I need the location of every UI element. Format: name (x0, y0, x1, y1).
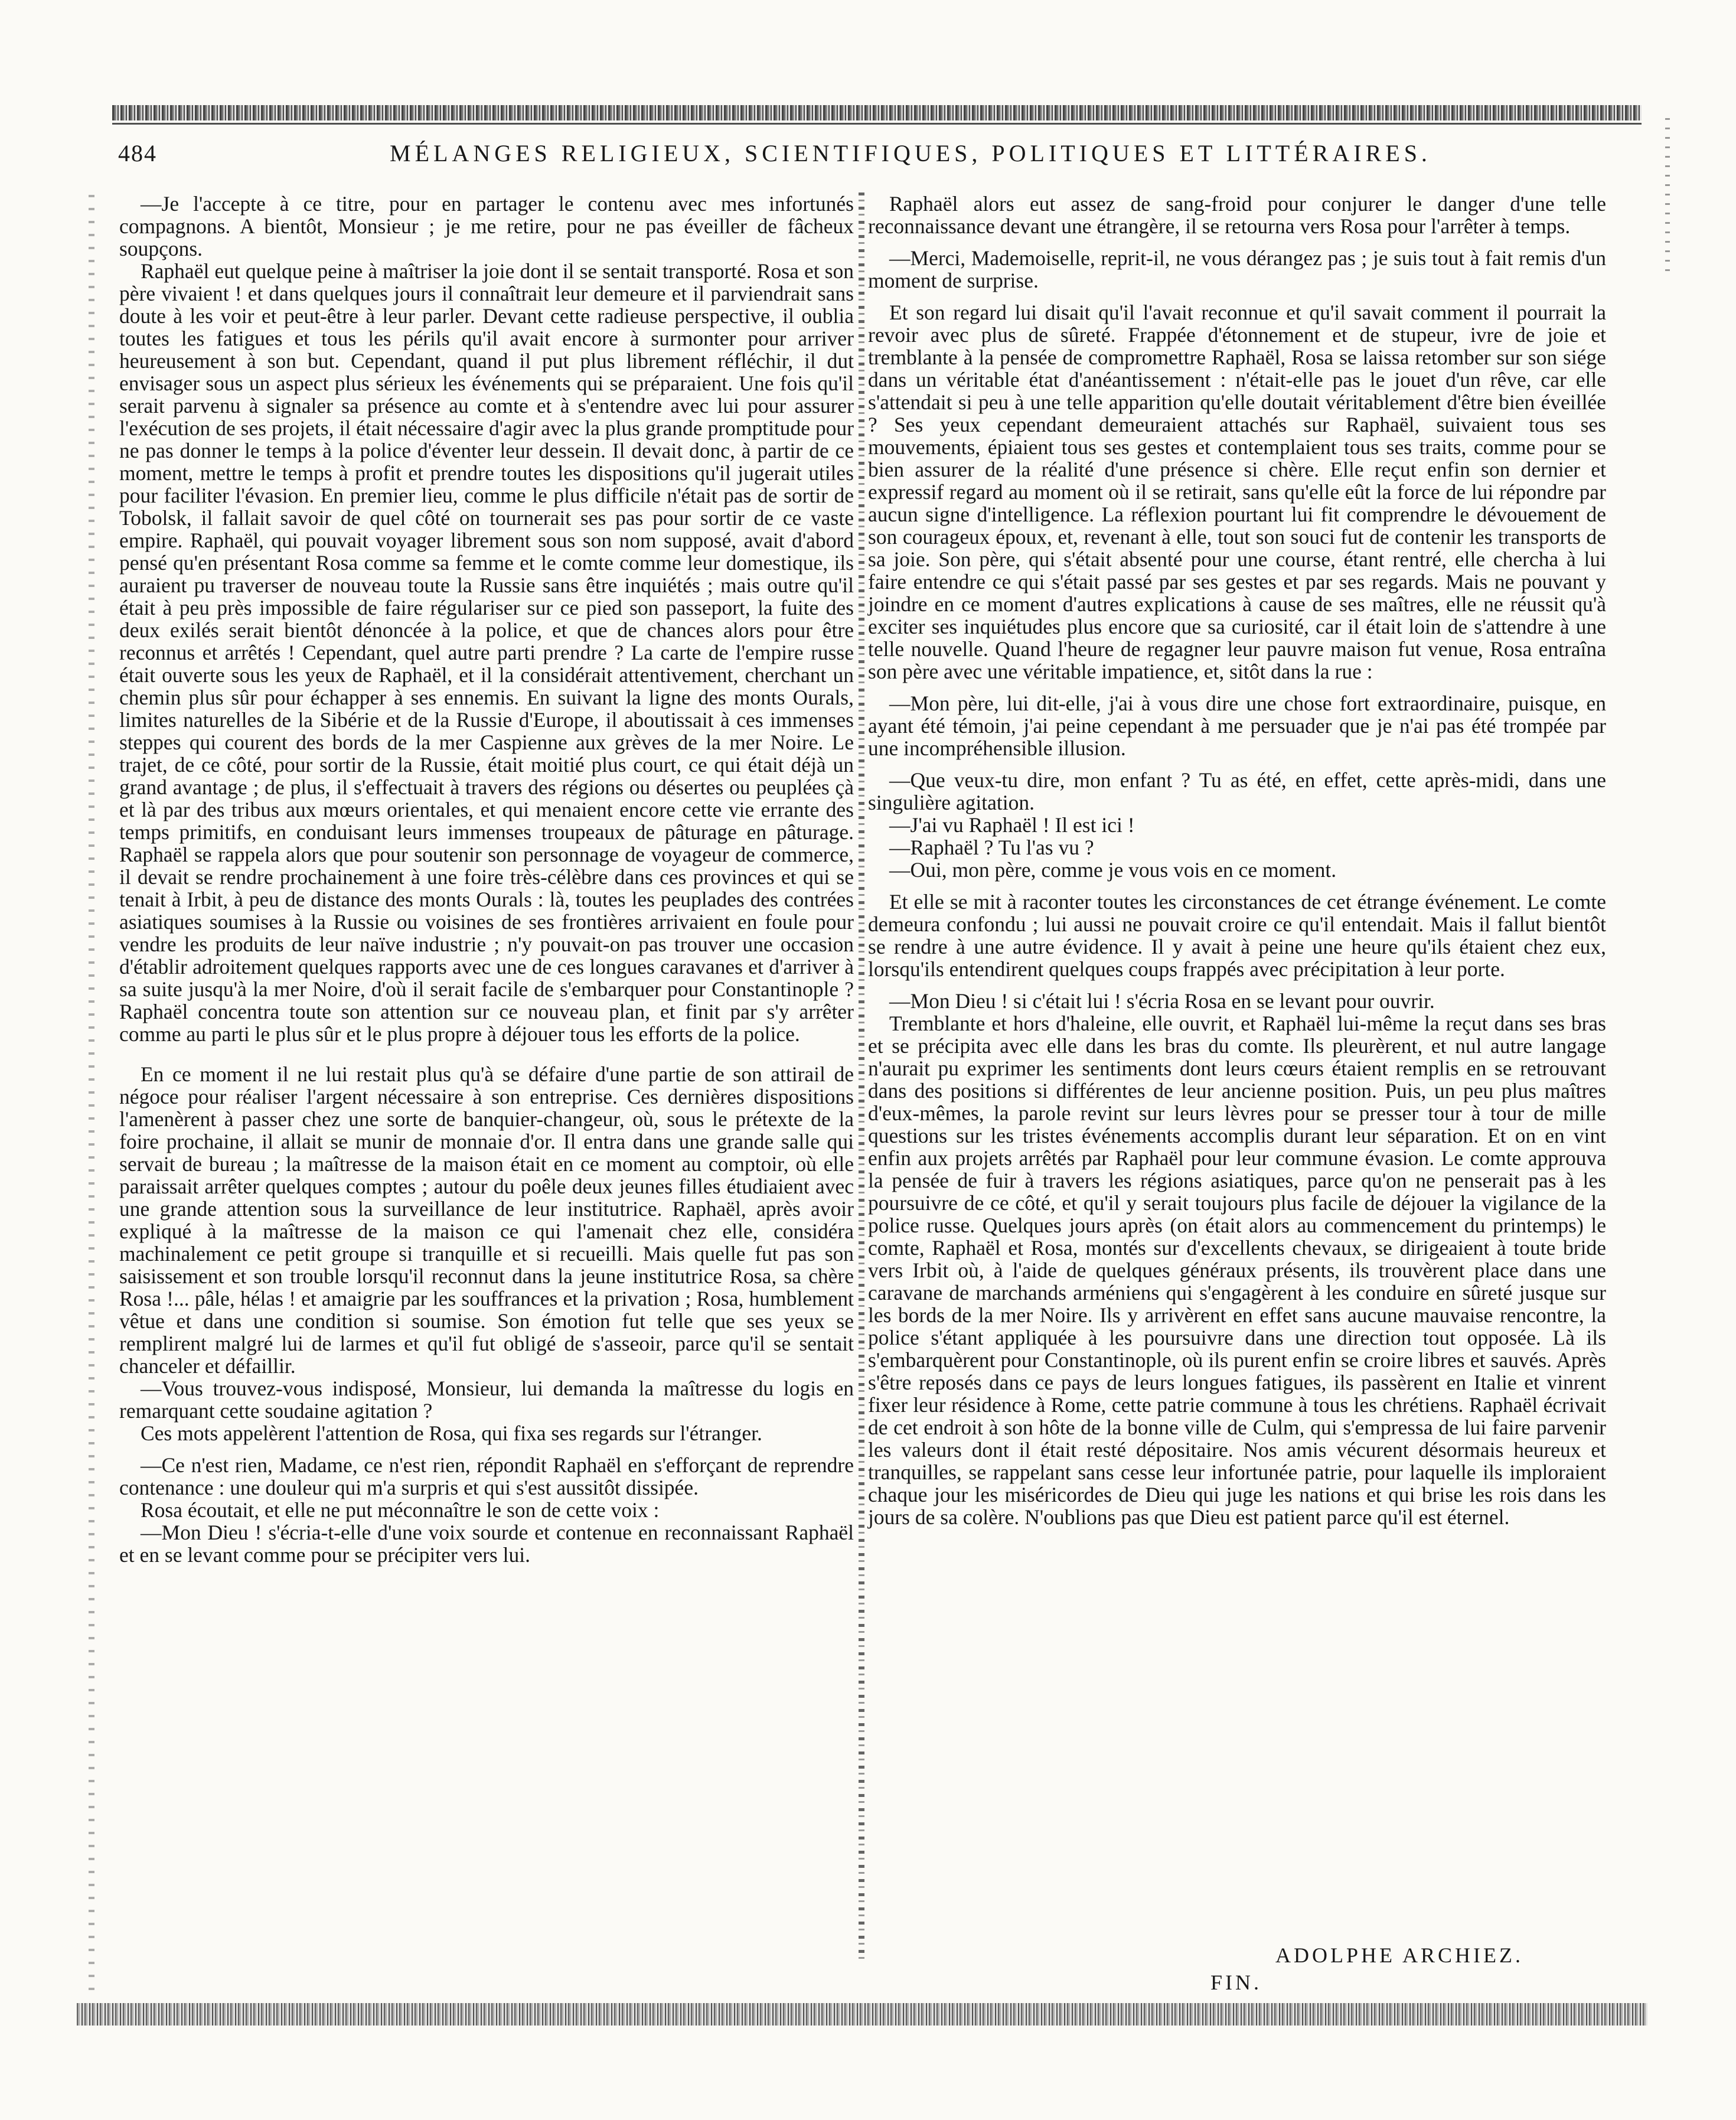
right-margin-ornament (1665, 118, 1670, 272)
top-ornamental-rule (112, 105, 1642, 120)
paragraph: —Vous trouvez-vous indisposé, Monsieur, lui demanda la maîtresse du logis en remarquant cette soudaine agitation ? (119, 1377, 854, 1423)
bottom-ornamental-rule (77, 2003, 1647, 2026)
paragraph: —Ce n'est rien, Madame, ce n'est rien, répondit Raphaël en s'efforçant de reprendre contenance : une douleur qui m'a surpris et qui s'est aussitôt dissipée. (119, 1453, 854, 1499)
paragraph: En ce moment il ne lui restait plus qu'à se défaire d'une partie de son attirail de négoce pour réaliser l'argent nécessaire à son entreprise. Ces dernières dispositions l'amenèrent à passer chez une sorte de banquier-changeur, où, sous le prétexte de la foire prochaine, il allait se munir de monnaie d'or. Il entra dans une grande salle qui servait de bureau ; la maîtresse de la maison était en ce moment au comptoir, où elle paraissait arrêter quelques comptes ; autour du poêle deux jeunes filles étudiaient avec une grande attention sous la surveillance de leur institutrice. Raphaël, après avoir expliqué à la maîtresse de la maison ce qui l'amenait chez elle, considéra machinalement ce petit groupe si tranquille et si recueilli. Mais quelle fut pas son saisissement et son trouble lorsqu'il reconnut dans la jeune institutrice Rosa, sa chère Rosa !... pâle, hélas ! et amaigrie par les souffrances et la privation ; Rosa, humblement vêtue et dans une condition si soumise. Son émotion fut telle que ses yeux se remplirent malgré lui de larmes et qu'il fut obligé de s'asseoir, parce qu'il se sentait chanceler et défaillir. (119, 1062, 854, 1378)
paragraph: —Je l'accepte à ce titre, pour en partager le contenu avec mes infortunés compagnons. A bientôt, Monsieur ; je me retire, pour ne pas éveiller de fâcheux soupçons. (119, 192, 854, 260)
author-signature: ADOLPHE ARCHIEZ. (1275, 1943, 1523, 1967)
paragraph: —Merci, Mademoiselle, reprit-il, ne vous dérangez pas ; je suis tout à fait remis d'un moment de surprise. (868, 246, 1606, 292)
paragraph: —Raphaël ? Tu l'as vu ? (889, 836, 1094, 859)
paragraph: Raphaël alors eut assez de sang-froid pour conjurer le danger d'une telle reconnaissance devant une étrangère, il se retourna vers Rosa pour l'arrêter à temps. (868, 192, 1606, 238)
paragraph: Et elle se mit à raconter toutes les circonstances de cet étrange événement. Le comte demeura confondu ; lui aussi ne pouvait croire ce qu'il entendait. Mais il fallut bientôt se rendre à une autre évidence. Il y avait à peine une heure qu'ils étaient chez eux, lorsqu'ils entendirent quelques coups frappés avec précipitation à leur porte. (868, 890, 1606, 981)
left-margin-ornament (89, 195, 94, 1990)
paragraph: Rosa écoutait, et elle ne put méconnaître le son de cette voix : (141, 1498, 660, 1522)
paragraph: —Que veux-tu dire, mon enfant ? Tu as été, en effet, cette après-midi, dans une singulière agitation. (868, 768, 1606, 814)
closing-fin: FIN. (1210, 1971, 1262, 1994)
paragraph: —Mon père, lui dit-elle, j'ai à vous dire une chose fort extraordinaire, puisque, en ayant été témoin, j'ai peine cependant à me persuader que je n'ai pas été trompée par une incompréhensible illusion. (868, 692, 1606, 760)
paragraph: Et son regard lui disait qu'il l'avait reconnue et qu'il savait comment il pourrait la revoir avec plus de sûreté. Frappée d'étonnement et de stupeur, ivre de joie et tremblante à la pensée de compromettre Raphaël, Rosa se laissa retomber sur son siége dans un véritable état d'anéantissement : n'était-elle pas le jouet d'un rêve, car elle s'attendait si peu à une telle apparition qu'elle doutait véritablement d'être bien éveillée ? Ses yeux cependant demeuraient attachés sur Raphaël, suivaient tous ses mouvements, épiaient tous ses gestes et contemplaient tous ses traits, comme pour se bien assurer de la réalité d'une présence si chère. Elle reçut enfin son dernier et expressif regard au moment où il se retirait, sans qu'elle eût la force de lui répondre par aucun signe d'intelligence. La réflexion pourtant lui fit comprendre le dévouement de son courageux époux, et, revenant à elle, tout son souci fut de contenir les transports de sa joie. Son père, qui s'était absenté pour une course, étant rentré, elle chercha à lui faire entendre ce qui s'était passé par ses gestes et par ses regards. Mais ne pouvant y joindre en ce moment d'autres explications à cause de ses maîtres, elle ne réussit qu'à exciter ses inquiétudes plus encore que sa curiosité, car il était loin de s'attendre à une telle nouvelle. Quand l'heure de regagner leur pauvre maison fut venue, Rosa entraîna son père avec une véritable impatience, et, sitôt dans la rue : (868, 301, 1606, 683)
running-head: MÉLANGES RELIGIEUX, SCIENTIFIQUES, POLITIQUES ET LITTÉRAIRES. (390, 140, 1431, 167)
paragraph: Ces mots appelèrent l'attention de Rosa, qui fixa ses regards sur l'étranger. (141, 1421, 762, 1445)
paragraph: Raphaël eut quelque peine à maîtriser la joie dont il se sentait transporté. Rosa et son père vivaient ! et dans quelques jours il connaîtrait leur demeure et il parviendrait sans doute à les voir et peut-être à leur parler. Devant cette radieuse perspective, il oublia toutes les fatigues et tous les périls qu'il avait encore à surmonter pour arriver heureusement à son but. Cependant, quand il put plus librement réfléchir, il dut envisager sous un aspect plus sérieux les événements qui se préparaient. Une fois qu'il serait parvenu à signaler sa présence au comte et à s'entendre avec lui pour assurer l'exécution de ses projets, il était nécessaire d'agir avec la plus grande promptitude pour ne pas donner le temps à la police d'éventer leur dessein. Il devait donc, à partir de ce moment, mettre le temps à profit et prendre toutes les dispositions qu'il jugerait utiles pour faciliter l'évasion. En premier lieu, comme le plus difficile n'était pas de sortir de Tobolsk, il fallait savoir de quel côté on tournerait ses pas pour sortir de ce vaste empire. Raphaël, qui pouvait voyager librement sous son nom supposé, avait d'abord pensé qu'en présentant Rosa comme sa femme et le comte comme leur domestique, ils auraient pu traverser de nouveau toute la Russie sans être inquiétés ; mais outre qu'il était à peu près impossible de faire régulariser sur ce pied son passeport, la fuite des deux exilés serait bientôt dénoncée à la police, et que de chances alors pour être reconnus et arrêtés ! Cependant, quel autre parti prendre ? La carte de l'empire russe était ouverte sous les yeux de Raphaël, et il la considérait attentivement, cherchant un chemin plus sûr pour échapper à ses ennemis. En suivant la ligne des monts Ourals, limites naturelles de la Sibérie et de la Russie d'Europe, il aboutissait à ces immenses steppes qui courent des bords de la mer Caspienne aux grèves de la mer Noire. Le trajet, de ce côté, pour sortir de la Russie, était moitié plus court, ce qui était déjà un grand avantage ; de plus, il s'effectuait à travers des régions ou désertes ou peuplées çà et là par des tribus aux mœurs orientales, et qui menaient encore cette vie errante des temps primitifs, en conduisant leurs immenses troupeaux de pâturage en pâturage. Raphaël se rappela alors que pour soutenir son personnage de voyageur de commerce, il devait se rendre prochainement à une foire très-célèbre dans ces provinces et qui se tenait à Irbit, à peu de distance des monts Ourals : là, toutes les peuplades des contrées asiatiques soumises à la Russie ou voisines de ses frontières arrivaient en foule pour vendre les produits de leur naïve industrie ; n'y pouvait-on pas trouver une occasion d'établir adroitement quelques rapports avec une de ces longues caravanes et d'arriver à sa suite jusqu'à la mer Noire, d'où il serait facile de s'embarquer pour Constantinople ? Raphaël concentra toute son attention sur ce nouveau plan, et finit par s'y arrêter comme au parti le plus sûr et le plus propre à déjouer tous les efforts de la police. (119, 259, 854, 1046)
paragraph: Tremblante et hors d'haleine, elle ouvrit, et Raphaël lui-même la reçut dans ses bras et se précipita avec elle dans les bras du comte. Ils pleurèrent, et nul autre langage n'aurait pu exprimer les sentiments dont leurs cœurs étaient remplis en se retrouvant dans des positions si différentes de leur ancienne position. Puis, un peu plus maîtres d'eux-mêmes, la parole revint sur leurs lèvres pour se presser tour à tour de mille questions sur les tristes événements accomplis durant leur séparation. Et on en vint enfin aux projets arrêtés par Raphaël pour leur commune évasion. Le comte approuva la pensée de fuir à travers les régions asiatiques, parce qu'on ne penserait pas à les poursuivre de ce côté, et qu'il y serait toujours plus facile de déjouer la vigilance de la police russe. Quelques jours après (on était alors au commencement du printemps) le comte, Raphaël et Rosa, montés sur d'excellents chevaux, se dirigeaient à toute bride vers Irbit où, à l'aide de quelques généraux présents, ils trouvèrent place dans une caravane de marchands arméniens qui s'engagèrent à les conduire en sûreté jusque sur les bords de la mer Noire. Ils y arrivèrent en effet sans aucune mauvaise rencontre, la police s'étant appliquée à les poursuivre dans une direction tout opposée. Là ils s'embarquèrent pour Constantinople, où ils purent enfin se croire libres et sauvés. Après s'être reposés dans ce pays de leurs longues fatigues, ils passèrent en Italie et vinrent fixer leur résidence à Rome, cette patrie commune à tous les chrétiens. Raphaël écrivait de cet endroit à son hôte de la bonne ville de Culm, qui s'empressa de lui faire parvenir les valeurs dont il était resté dépositaire. Nos amis vécurent désormais heureux et tranquilles, se rappelant sans cesse leur infortunée patrie, pour laquelle ils imploraient chaque jour les miséricordes de Dieu qui juge les nations et qui brise les rois dans les jours de sa colère. N'oublions pas que Dieu est patient parce qu'il est éternel. (868, 1012, 1606, 1529)
column-divider (859, 193, 864, 1964)
left-column (119, 193, 854, 1566)
paragraph: —Mon Dieu ! si c'était lui ! s'écria Rosa en se levant pour ouvrir. (889, 989, 1435, 1013)
paragraph: —Mon Dieu ! s'écria-t-elle d'une voix sourde et contenue en reconnaissant Raphaël et en se levant comme pour se précipiter vers lui. (119, 1521, 854, 1567)
page-number: 484 (118, 140, 157, 167)
paragraph: —Oui, mon père, comme je vous vois en ce moment. (889, 858, 1337, 882)
right-column (868, 193, 1606, 1528)
paragraph: —J'ai vu Raphaël ! Il est ici ! (889, 813, 1135, 837)
